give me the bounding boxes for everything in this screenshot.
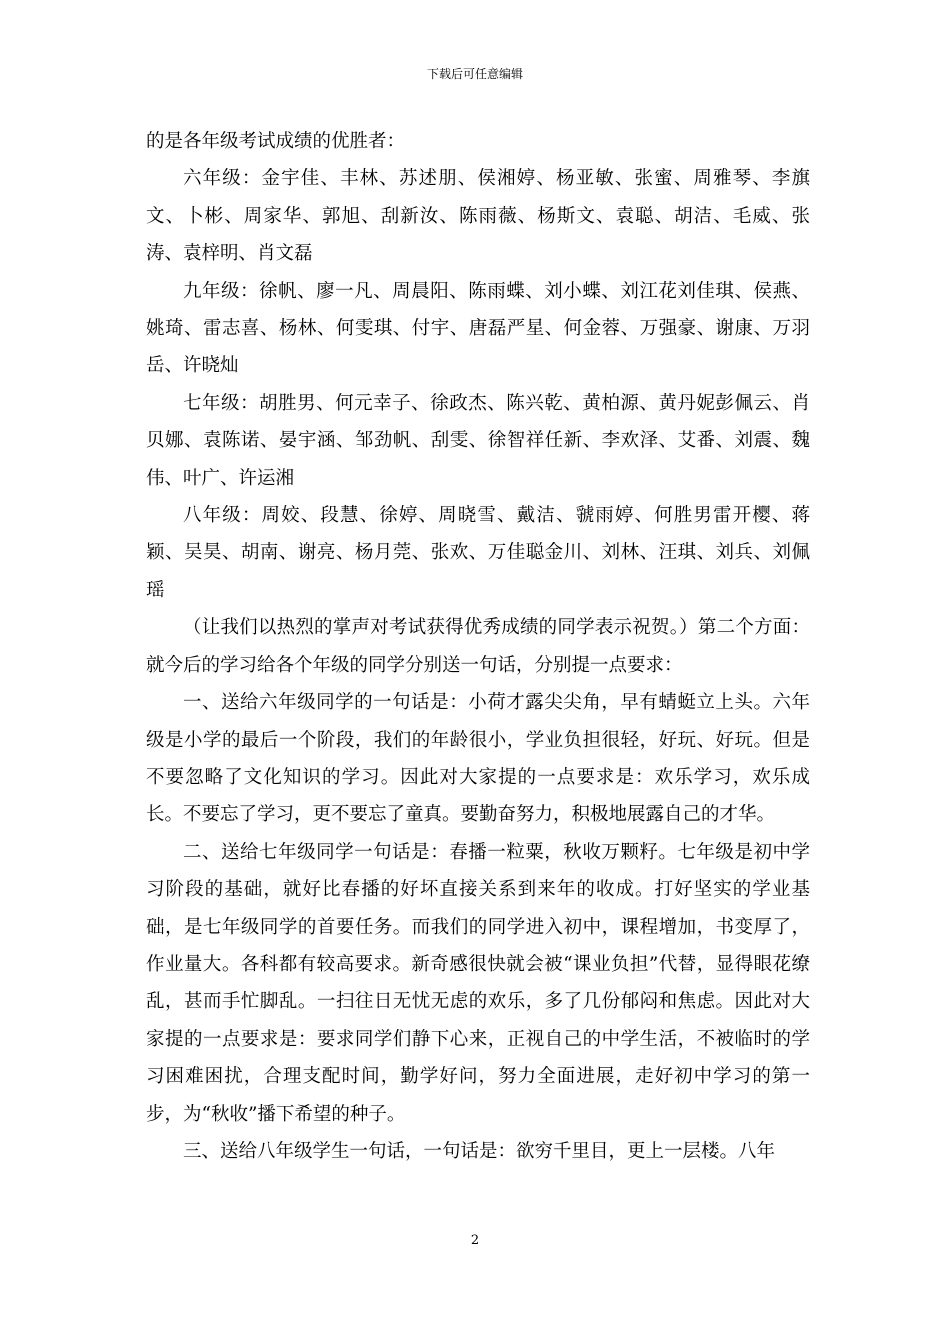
page-number: 2 [470, 1233, 480, 1248]
paragraph-grade-seven-list: 七年级：胡胜男、何元幸子、徐政杰、陈兴乾、黄柏源、黄丹妮彭佩云、肖贝娜、袁陈诺、晏宇涵、邹劲帆、刮雯、徐智祥任新、李欢泽、艾番、刘震、魏伟、叶广、许运湘 [146, 392, 810, 489]
paragraph-grade-nine-list: 九年级：徐帆、廖一凡、周晨阳、陈雨蝶、刘小蝶、刘江花刘佳琪、侯燕、姚琦、雷志喜、杨林、何雯琪、付宇、唐磊严星、何金蓉、万强豪、谢康、万羽岳、许晓灿 [146, 280, 810, 377]
paragraph-grade-seven-message: 二、送给七年级同学一句话是：春播一粒粟，秋收万颗籽。七年级是初中学习阶段的基础，就好比春播的好坏直接关系到来年的收成。打好坚实的学业基础，是七年级同学的首要任务。而我们的同学进入初中，课程增加，书变厚了，作业量大。各科都有较高要求。新奇感很快就会被“课业负担”代替，显得眼花缭乱，甚而手忙脚乱。一扫往日无忧无虑的欢乐，多了几份郁闷和焦虑。因此对大家提的一点要求是：要求同学们静下心来，正视自己的中学生活，不被临时的学习困难困扰，合理支配时间，勤学好问，努力全面进展，走好初中学习的第一步，为“秋收”播下希望的种子。 [146, 841, 810, 1125]
paragraph-congratulations: （让我们以热烈的掌声对考试获得优秀成绩的同学表示祝贺。）第二个方面：就今后的学习给各个年级的同学分别送一句话，分别提一点要求： [146, 617, 810, 676]
page-header: 下载后可任意编辑 [426, 67, 523, 81]
document-body [146, 123, 810, 1170]
paragraph-grade-six-message: 一、送给六年级同学的一句话是：小荷才露尖尖角，早有蜻蜓立上头。六年级是小学的最后一个阶段，我们的年龄很小，学业负担很轻，好玩、好玩。但是不要忽略了文化知识的学习。因此对大家提的一点要求是：欢乐学习，欢乐成长。不要忘了学习，更不要忘了童真。要勤奋努力，积极地展露自己的才华。 [146, 692, 810, 826]
paragraph-grade-six-list: 六年级：金宇佳、丰林、苏述朋、侯湘婷、杨亚敏、张蜜、周雅琴、李旗文、卜彬、周家华、郭旭、刮新汝、陈雨薇、杨斯文、袁聪、胡洁、毛威、张涛、袁梓明、肖文磊 [146, 168, 810, 265]
paragraph-grade-eight-list: 八年级：周姣、段慧、徐婷、周晓雪、戴洁、虢雨婷、何胜男雷开樱、蒋颖、吴昊、胡南、谢亮、杨月莞、张欢、万佳聪金川、刘林、汪琪、刘兵、刘佩瑶 [146, 505, 810, 601]
paragraph-grade-eight-message: 三、送给八年级学生一句话，一句话是：欲穷千里目，更上一层楼。八年 [183, 1140, 776, 1162]
paragraph-intro: 的是各年级考试成绩的优胜者： [146, 131, 406, 152]
